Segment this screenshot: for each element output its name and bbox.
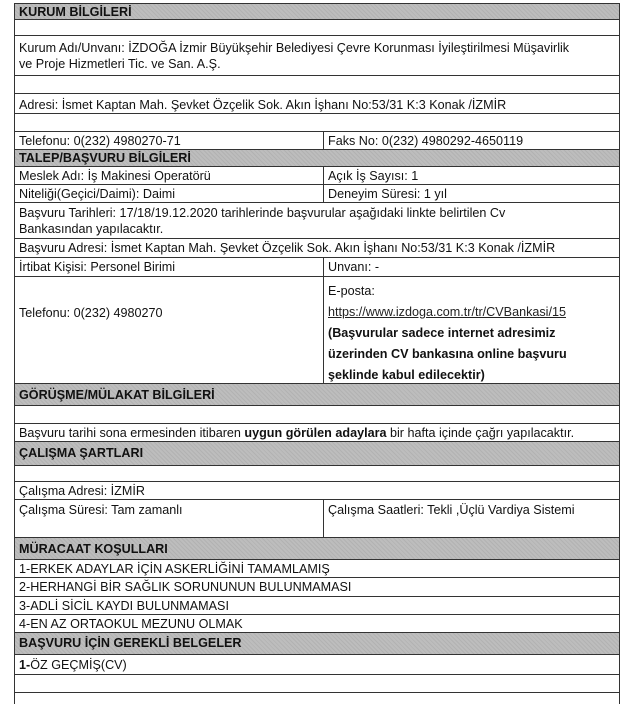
belgeler-item (14, 655, 620, 675)
note-line1: (Başvurular sadece internet adresimiz (328, 326, 556, 340)
section-header-muracaat: MÜRACAAT KOŞULLARI (14, 538, 620, 560)
spacer-row (14, 675, 620, 693)
eposta-cell (323, 277, 619, 383)
muracaat-item: 1-ERKEK ADAYLAR İÇİN ASKERLİĞİNİ TAMAMLAMIŞ (14, 560, 620, 578)
spacer-row (14, 76, 620, 94)
deneyim-suresi: Deneyim Süresi: 1 yıl (323, 185, 619, 202)
section-header-calisma: ÇALIŞMA ŞARTLARI (14, 442, 620, 466)
section-header-gorusme: GÖRÜŞME/MÜLAKAT BİLGİLERİ (14, 384, 620, 406)
basvuru-tarihleri-line2: Bankasından yapılacaktır. (19, 222, 164, 236)
meslek-row (14, 167, 620, 185)
spacer-row (14, 466, 620, 482)
irtibat-kisisi: İrtibat Kişisi: Personel Birimi (19, 260, 176, 274)
kurum-fax: Faks No: 0(232) 4980292-4650119 (323, 132, 619, 149)
kurum-phone: Telefonu: 0(232) 4980270-71 (19, 134, 181, 148)
belgeler-item-number: 1- (19, 658, 31, 672)
basvuru-tarihleri-line1: Başvuru Tarihleri: 17/18/19.12.2020 tarihlerinde başvurular aşağıdaki linkte belirtilen Cv (19, 206, 506, 220)
nitelik-row (14, 185, 620, 203)
cv-bank-link[interactable]: https://www.izdoga.com.tr/tr/CVBankasi/15 (328, 305, 566, 319)
telefon-eposta-row (14, 277, 620, 384)
spacer-row (14, 114, 620, 132)
belgeler-item-text: ÖZ GEÇMİŞ(CV) (30, 658, 127, 672)
meslek-adi: Meslek Adı: İş Makinesi Operatörü (19, 169, 211, 183)
kurum-name-row (14, 36, 620, 76)
section-header-belgeler: BAŞVURU İÇİN GEREKLİ BELGELER (14, 633, 620, 655)
kurum-phone-fax-row (14, 132, 620, 150)
calisma-saatleri: Çalışma Saatleri: Tekli ,Üçlü Vardiya Sistemi (323, 500, 619, 537)
muracaat-item: 2-HERHANGİ BİR SAĞLIK SORUNUNUN BULUNMAMASI (14, 578, 620, 597)
spacer-row (14, 406, 620, 424)
note-line3: şeklinde kabul edilecektir) (328, 368, 485, 382)
calisma-suresi: Çalışma Süresi: Tam zamanlı (19, 503, 183, 517)
eposta-label: E-posta: (328, 284, 375, 298)
kurum-address-row: Adresi: İsmet Kaptan Mah. Şevket Özçelik Sok. Akın İşhanı No:53/31 K:3 Konak /İZMİR (14, 94, 620, 114)
basvuru-tarihleri-row (14, 203, 620, 239)
document-sheet (14, 0, 620, 704)
gorusme-text-before: Başvuru tarihi sona ermesinden itibaren (19, 426, 245, 440)
note-line2: üzerinden CV bankasına online başvuru (328, 347, 567, 361)
nitelik: Niteliği(Geçici/Daimi): Daimi (19, 187, 176, 201)
muracaat-item: 4-EN AZ ORTAOKUL MEZUNU OLMAK (14, 615, 620, 633)
acik-is-sayisi: Açık İş Sayısı: 1 (323, 167, 619, 184)
calisma-sure-saat-row (14, 500, 620, 538)
unvan: Unvanı: - (323, 258, 619, 276)
muracaat-item: 3-ADLİ SİCİL KAYDI BULUNMAMASI (14, 597, 620, 615)
irtibat-row (14, 258, 620, 277)
kurum-name-line2: ve Proje Hizmetleri Tic. ve San. A.Ş. (19, 57, 221, 71)
section-header-kurum: KURUM BİLGİLERİ (14, 3, 620, 20)
kurum-name-line1: Kurum Adı/Unvanı: İZDOĞA İzmir Büyükşehir Belediyesi Çevre Korunması İyileştirilmesi Müşavirlik (19, 41, 570, 55)
section-header-talep: TALEP/BAŞVURU BİLGİLERİ (14, 150, 620, 167)
basvuru-adresi-row: Başvuru Adresi: İsmet Kaptan Mah. Şevket Özçelik Sok. Akın İşhanı No:53/31 K:3 Konak /İZMİR (14, 239, 620, 258)
gorusme-text-after: bir hafta içinde çağrı yapılacaktır. (386, 426, 575, 440)
spacer-row (14, 20, 620, 36)
spacer-row (14, 693, 620, 704)
gorusme-text-bold: uygun görülen adaylara (244, 426, 387, 440)
calisma-adres-row: Çalışma Adresi: İZMİR (14, 482, 620, 500)
talep-telefon: Telefonu: 0(232) 4980270 (19, 306, 163, 320)
gorusme-text-row (14, 424, 620, 442)
